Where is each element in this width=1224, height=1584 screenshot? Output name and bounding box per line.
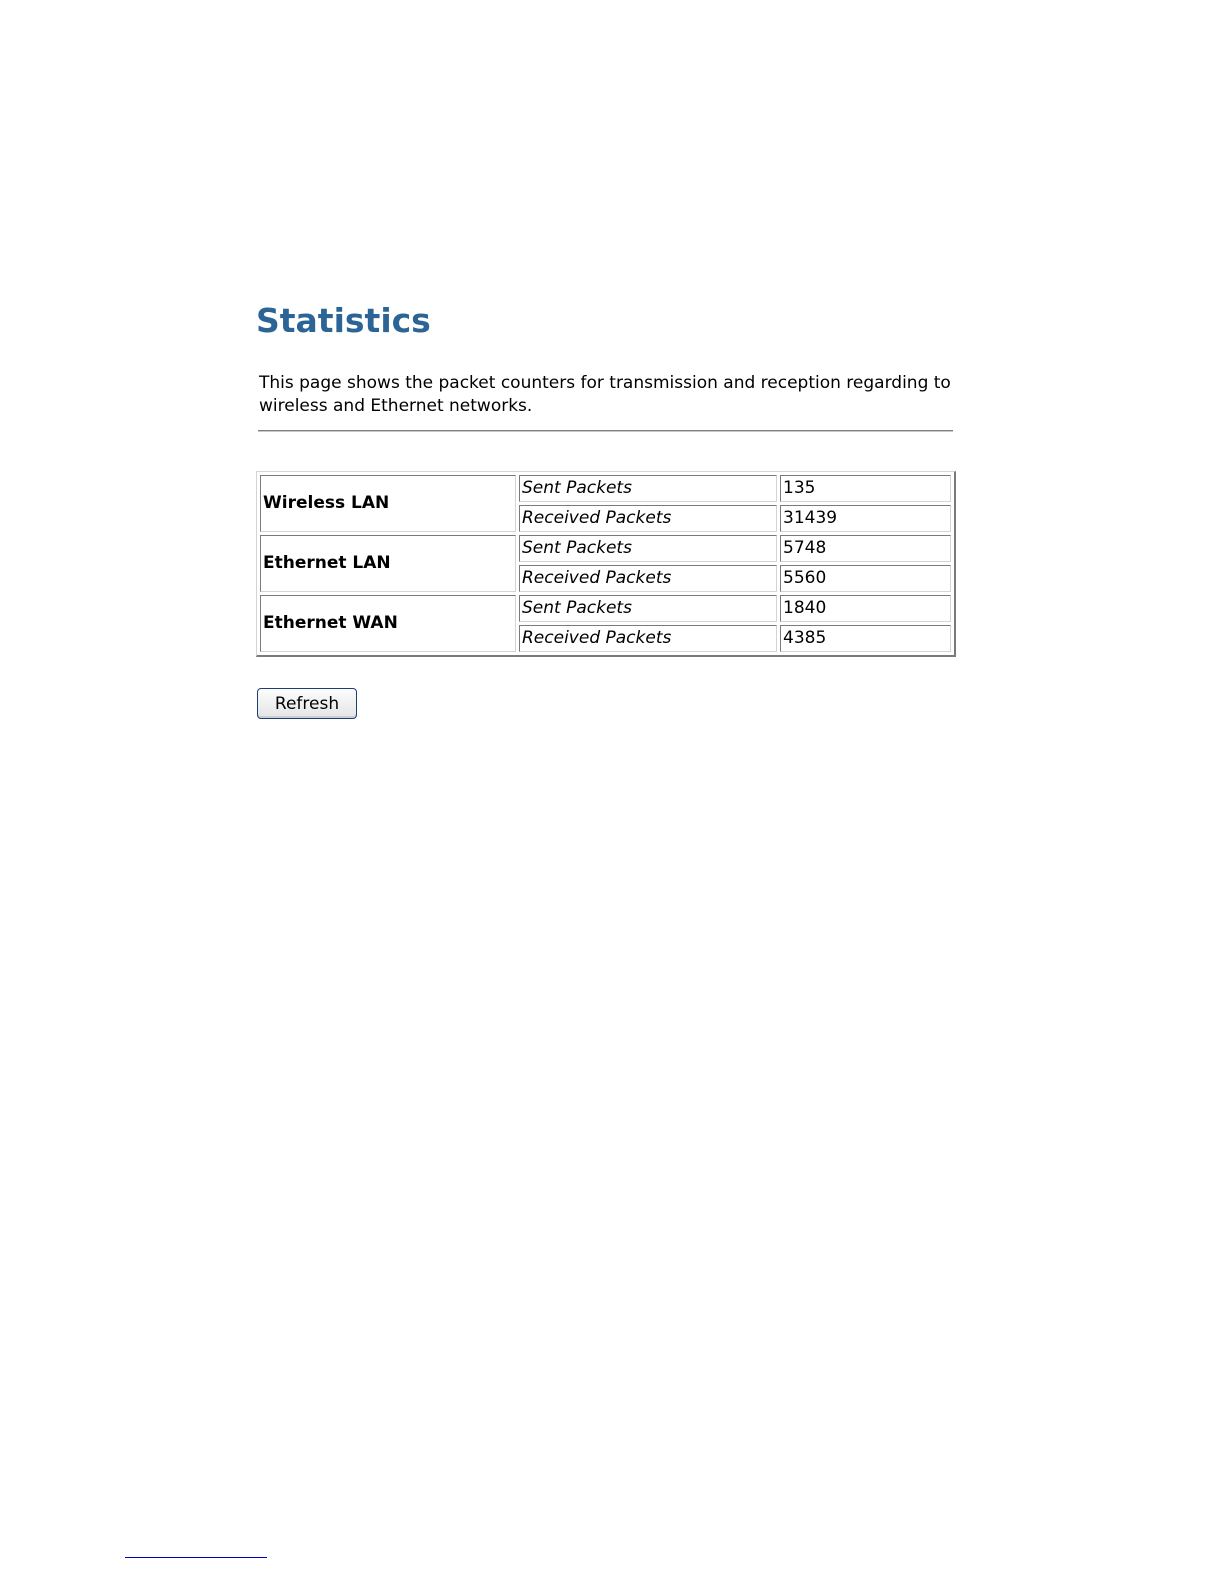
group-label-ethernet-lan: Ethernet LAN [260, 535, 516, 592]
group-label-wireless-lan: Wireless LAN [260, 475, 516, 532]
metric-value: 31439 [780, 505, 951, 532]
page-description: This page shows the packet counters for transmission and reception regarding to wireless and Ethernet networks. [259, 373, 951, 416]
metric-value: 4385 [780, 625, 951, 652]
metric-label: Sent Packets [519, 595, 777, 622]
statistics-table [256, 471, 956, 657]
metric-label: Received Packets [519, 565, 777, 592]
table-row [260, 535, 951, 562]
group-label-ethernet-wan: Ethernet WAN [260, 595, 516, 652]
metric-label: Received Packets [519, 625, 777, 652]
footnote-rule [125, 1557, 267, 1558]
section-divider [258, 430, 953, 432]
metric-value: 5560 [780, 565, 951, 592]
metric-value: 1840 [780, 595, 951, 622]
metric-label: Received Packets [519, 505, 777, 532]
metric-label: Sent Packets [519, 475, 777, 502]
page-title: Statistics [256, 301, 431, 340]
metric-value: 135 [780, 475, 951, 502]
metric-value: 5748 [780, 535, 951, 562]
refresh-button[interactable]: Refresh [257, 688, 357, 719]
metric-label: Sent Packets [519, 535, 777, 562]
table-row [260, 475, 951, 502]
table-row [260, 595, 951, 622]
